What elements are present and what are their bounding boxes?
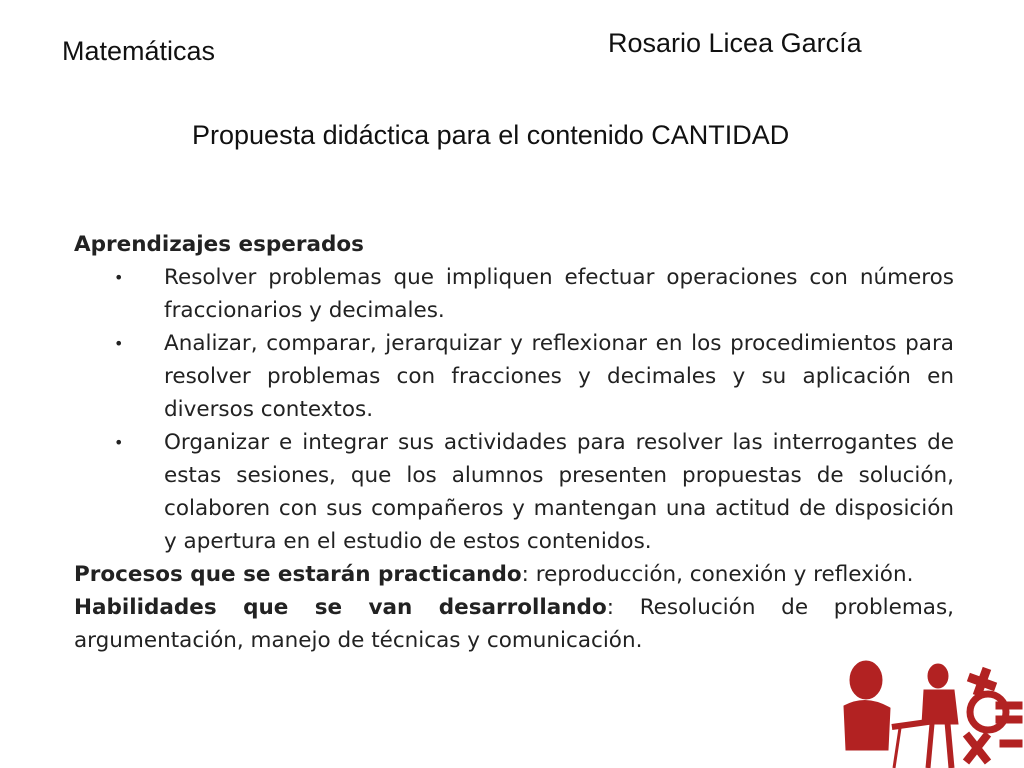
equals-symbol-icon	[996, 716, 1022, 723]
scanned-document	[74, 228, 954, 657]
list-item-text: Organizar e integrar sus actividades para resolver las interrogantes de estas sesiones, que los alumnos presenten propuestas de solución, colaboren con sus compañeros y mantengan una actitud de disposición y apertura en el estudio de estos contenidos.	[164, 430, 954, 554]
author-name: Rosario Licea García	[608, 28, 862, 58]
learning-outcomes-list	[74, 261, 954, 558]
student-head-right	[928, 664, 948, 688]
desk-leg	[894, 728, 900, 768]
processes-label: Procesos que se estarán practicando	[74, 562, 522, 587]
list-item	[74, 327, 954, 426]
circle-symbol-icon	[970, 694, 1006, 730]
learning-outcomes-heading: Aprendizajes esperados	[74, 232, 364, 257]
processes-paragraph	[74, 558, 954, 591]
students-illustration	[838, 650, 1024, 768]
minus-symbol-icon	[1000, 740, 1022, 747]
list-item	[74, 426, 954, 558]
list-item	[74, 261, 954, 327]
list-item-text: Resolver problemas que impliquen efectuar operaciones con números fraccionarios y decimales.	[164, 265, 954, 323]
skills-paragraph	[74, 591, 954, 657]
equals-symbol-icon	[996, 702, 1022, 709]
student-body-right	[922, 690, 958, 724]
student-body-left	[844, 700, 890, 750]
processes-text: : reproducción, conexión y reflexión.	[521, 562, 914, 587]
bullet-icon: •	[114, 334, 124, 353]
list-item-text: Analizar, comparar, jerarquizar y reflexionar en los procedimientos para resolver problemas con fracciones y decimales y su aplicación en diversos contextos.	[164, 331, 954, 422]
bullet-icon: •	[114, 268, 124, 287]
skills-text: : Resolución de problemas, argumentación, manejo de técnicas y comunicación.	[74, 595, 954, 653]
slide-title: Propuesta didáctica para el contenido CANTIDAD	[192, 120, 790, 150]
skills-label: Habilidades que se van desarrollando	[74, 595, 607, 620]
student-leg	[928, 724, 932, 768]
subject-label: Matemáticas	[62, 36, 216, 66]
bullet-icon: •	[114, 433, 124, 452]
student-head-left	[850, 661, 882, 699]
